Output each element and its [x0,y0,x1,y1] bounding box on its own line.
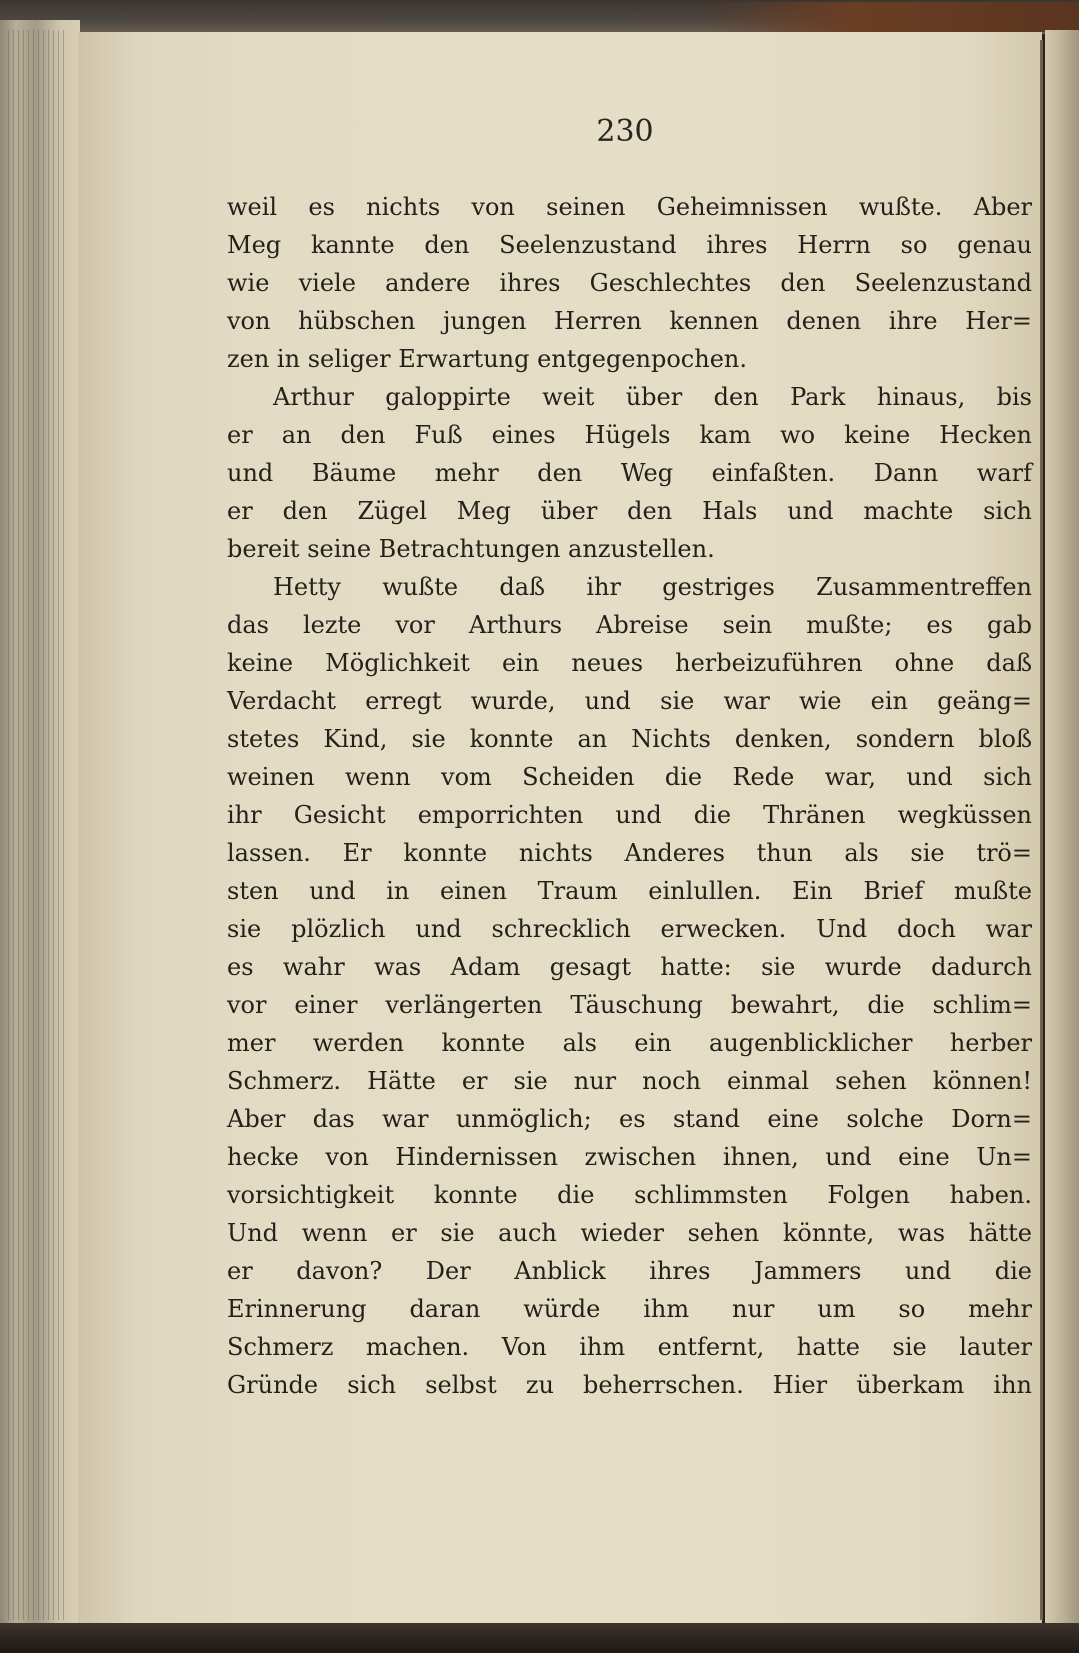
text-line: vorsichtigkeit konnte die schlimmsten Folgen haben. [227,1181,1032,1209]
text-line: hecke von Hindernissen zwischen ihnen, und eine Un= [227,1143,1032,1171]
text-line: Meg kannte den Seelenzustand ihres Herrn so genau [227,231,1032,259]
text-line: keine Möglichkeit ein neues herbeizuführen ohne daß [227,649,1032,677]
text-line: er den Zügel Meg über den Hals und machte sich [227,497,1032,525]
text-line: wie viele andere ihres Geschlechtes den Seelenzustand [227,269,1032,297]
text-line: Schmerz. Hätte er sie nur noch einmal sehen können! [227,1067,1032,1095]
text-line: weinen wenn vom Scheiden die Rede war, und sich [227,763,1032,791]
text-line: Gründe sich selbst zu beherrschen. Hier überkam ihn [227,1371,1032,1399]
text-line: mer werden konnte als ein augenblicklicher herber [227,1029,1032,1057]
book-page-stack-left [8,30,68,1620]
text-line: lassen. Er konnte nichts Anderes thun als sie trö= [227,839,1032,867]
text-line: Und wenn er sie auch wieder sehen könnte, was hätte [227,1219,1032,1247]
text-line: weil es nichts von seinen Geheimnissen wußte. Aber [227,193,1032,221]
text-line: Schmerz machen. Von ihm entfernt, hatte sie lauter [227,1333,1032,1361]
text-line: Aber das war unmöglich; es stand eine solche Dorn= [227,1105,1032,1133]
text-line: Erinnerung daran würde ihm nur um so mehr [227,1295,1032,1323]
text-line: das lezte vor Arthurs Abreise sein mußte; es gab [227,611,1032,639]
text-line: Verdacht erregt wurde, und sie war wie ein geäng= [227,687,1032,715]
text-line: sie plözlich und schrecklich erwecken. Und doch war [227,915,1032,943]
page-edge-line [1040,40,1043,1620]
text-line: er an den Fuß eines Hügels kam wo keine Hecken [227,421,1032,449]
text-line: er davon? Der Anblick ihres Jammers und die [227,1257,1032,1285]
book-page-stack-right [1045,30,1079,1625]
text-line: und Bäume mehr den Weg einfaßten. Dann warf [227,459,1032,487]
text-line: sten und in einen Traum einlullen. Ein Brief mußte [227,877,1032,905]
page-number: 230 [596,114,654,149]
book-top-edge-shading [700,2,1079,32]
book-bottom-edge [0,1623,1079,1653]
page-text [227,188,1032,1404]
text-line: zen in seliger Erwartung entgegenpochen. [227,345,747,373]
text-line: von hübschen jungen Herren kennen denen ihre Her= [227,307,1032,335]
text-line: bereit seine Betrachtungen anzustellen. [227,535,715,563]
text-line: ihr Gesicht emporrichten und die Thränen wegküssen [227,801,1032,829]
text-line: stetes Kind, sie konnte an Nichts denken, sondern bloß [227,725,1032,753]
text-line: es wahr was Adam gesagt hatte: sie wurde dadurch [227,953,1032,981]
text-line: Hetty wußte daß ihr gestriges Zusammentreffen [273,573,1032,601]
text-line: Arthur galoppirte weit über den Park hinaus, bis [273,383,1032,411]
text-line: vor einer verlängerten Täuschung bewahrt, die schlim= [227,991,1032,1019]
